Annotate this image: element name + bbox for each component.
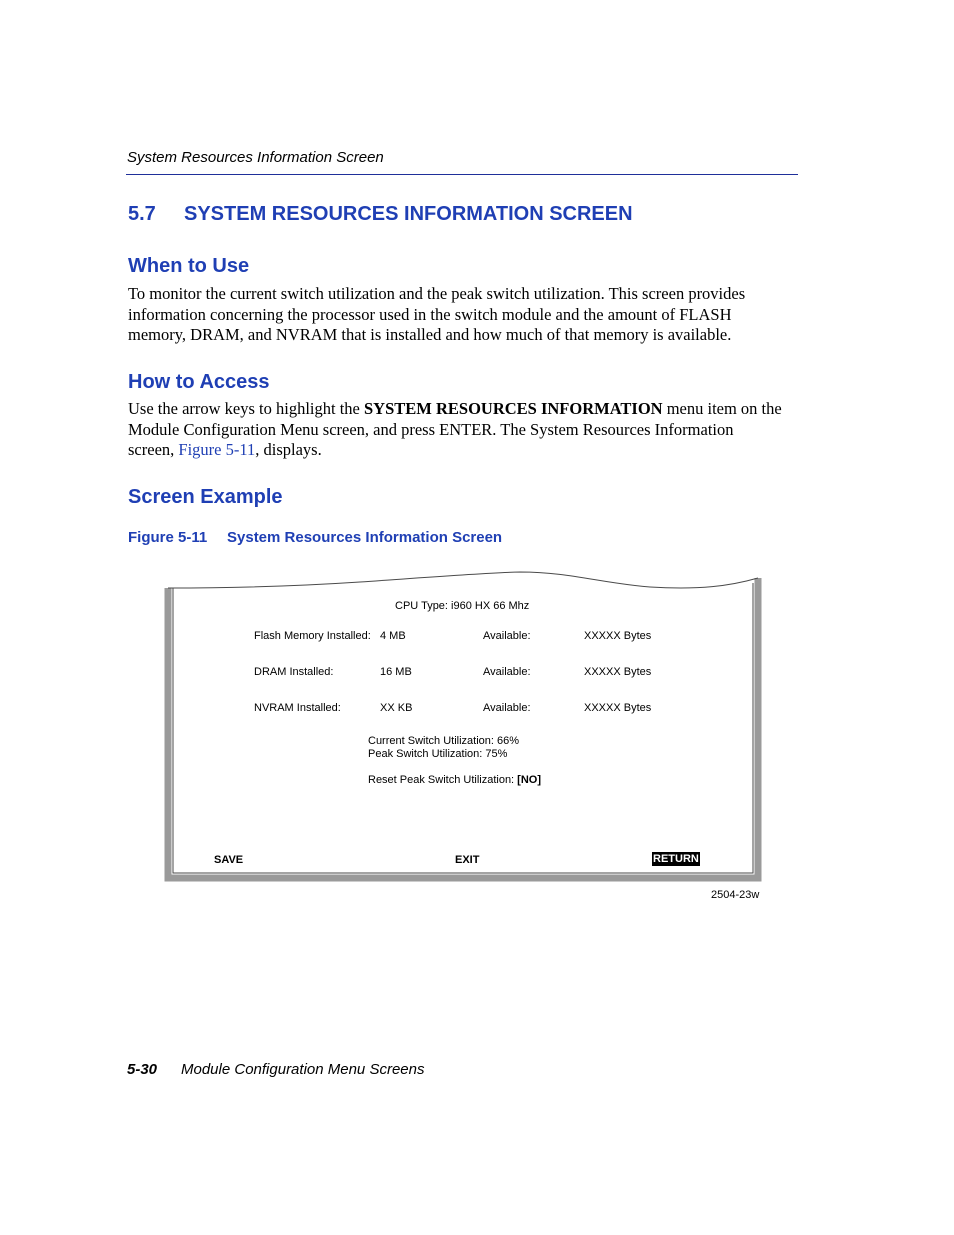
how-to-access-line: Module Configuration Menu screen, and press ENTER. The System Resources Information <box>128 419 734 439</box>
figure-title: System Resources Information Screen <box>227 529 503 546</box>
menu-item-name: SYSTEM RESOURCES INFORMATION <box>364 399 663 418</box>
text: Use the arrow keys to highlight the <box>128 399 364 418</box>
page-number: 5-30 <box>127 1061 158 1078</box>
return-label: RETURN <box>653 853 699 865</box>
nvram-value: XX KB <box>380 702 413 714</box>
chapter-title: Module Configuration Menu Screens <box>181 1061 425 1078</box>
dram-label: DRAM Installed: <box>254 666 334 678</box>
reset-peak-label: Reset Peak Switch Utilization: <box>368 774 518 786</box>
page-footer <box>127 1061 424 1078</box>
when-to-use-line: memory, DRAM, and NVRAM that is installed and how much of that memory is available. <box>128 325 732 344</box>
running-header: System Resources Information Screen <box>127 149 384 166</box>
screen-example-heading: Screen Example <box>128 486 283 508</box>
peak-switch-utilization: Peak Switch Utilization: 75% <box>368 748 508 760</box>
how-to-access-heading: How to Access <box>128 371 270 393</box>
return-command[interactable] <box>652 853 700 865</box>
reset-peak-value[interactable]: [NO] <box>517 774 541 786</box>
flash-available-value: XXXXX Bytes <box>584 630 652 642</box>
figure-number: Figure 5-11 <box>128 529 208 546</box>
when-to-use-line: information concerning the processor used in the switch module and the amount of FLASH <box>128 304 732 324</box>
exit-command[interactable]: EXIT <box>455 854 480 866</box>
when-to-use-heading: When to Use <box>128 255 250 277</box>
nvram-available-value: XXXXX Bytes <box>584 702 652 714</box>
text: , displays. <box>255 440 322 459</box>
section-number: 5.7 <box>128 203 156 225</box>
flash-label: Flash Memory Installed: <box>254 630 371 642</box>
text: screen, <box>128 440 179 459</box>
text: menu item on the <box>662 399 782 418</box>
save-command[interactable]: SAVE <box>214 854 244 866</box>
dram-available-label: Available: <box>483 666 531 678</box>
section-title-text: SYSTEM RESOURCES INFORMATION SCREEN <box>184 203 633 225</box>
reset-peak-field[interactable] <box>368 774 541 786</box>
flash-value: 4 MB <box>380 630 406 642</box>
figure-link[interactable]: Figure 5-11 <box>178 440 256 459</box>
dram-value: 16 MB <box>380 666 412 678</box>
when-to-use-line: To monitor the current switch utilization and the peak switch utilization. This screen provides <box>128 284 746 303</box>
nvram-label: NVRAM Installed: <box>254 702 341 714</box>
dram-available-value: XXXXX Bytes <box>584 666 652 678</box>
figure-id: 2504-23w <box>711 889 760 901</box>
cpu-type: CPU Type: i960 HX 66 Mhz <box>395 600 530 612</box>
current-switch-utilization: Current Switch Utilization: 66% <box>368 735 520 747</box>
nvram-available-label: Available: <box>483 702 531 714</box>
flash-available-label: Available: <box>483 630 531 642</box>
